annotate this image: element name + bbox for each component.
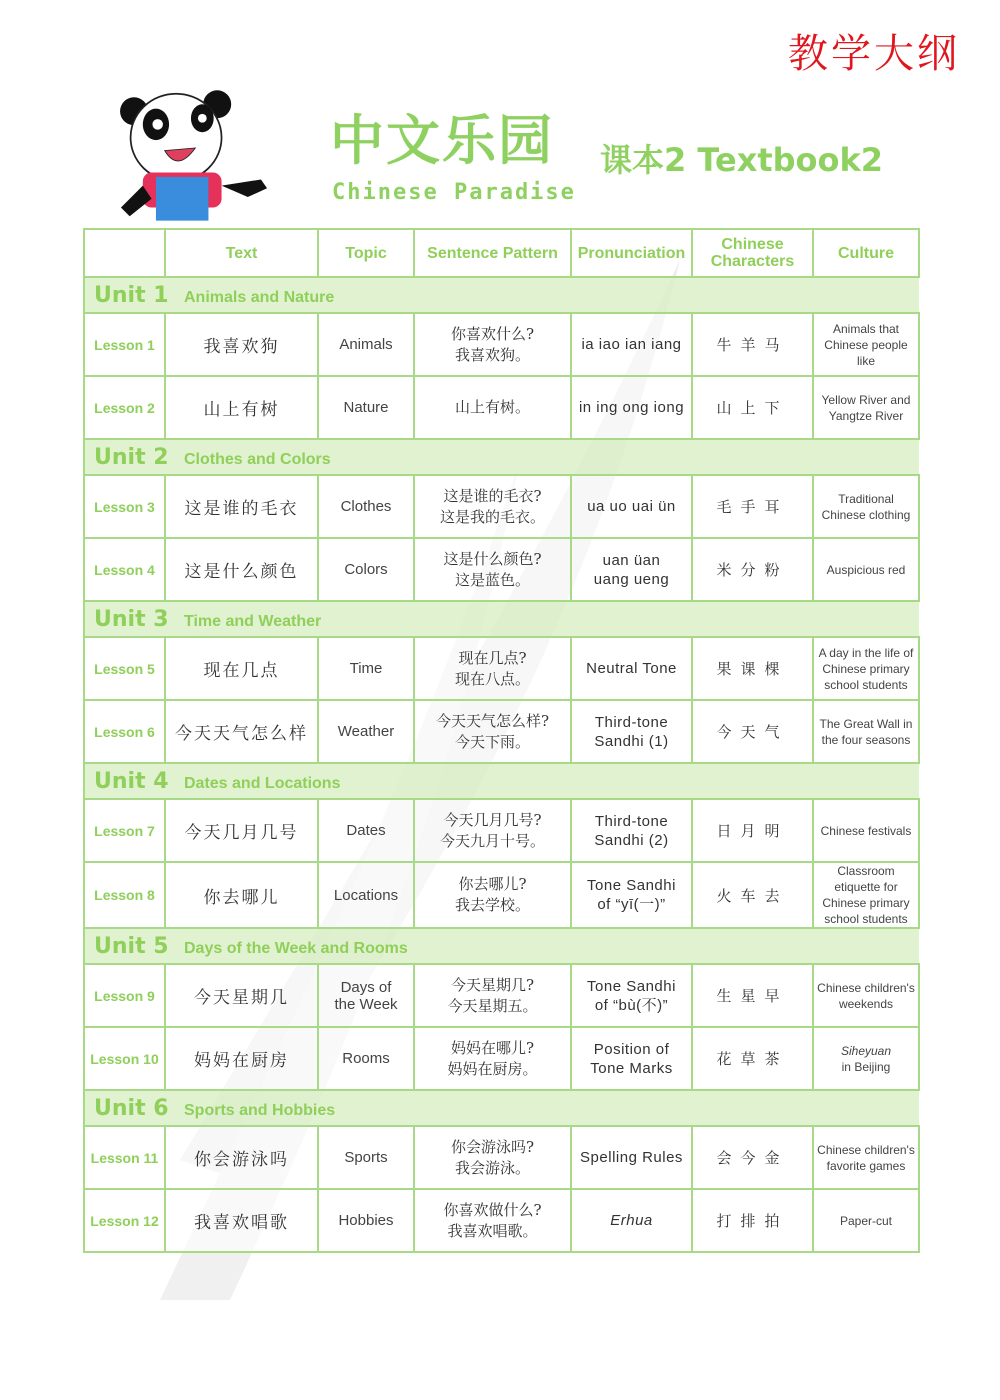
culture: Auspicious red [813, 538, 919, 601]
lesson-number: Lesson 12 [84, 1189, 165, 1252]
pronunciation: Spelling Rules [571, 1126, 692, 1189]
unit-number: Unit 4 [94, 768, 169, 794]
lesson-number: Lesson 3 [84, 475, 165, 538]
pronunciation: Neutral Tone [571, 637, 692, 700]
culture: Yellow River and Yangtze River [813, 376, 919, 439]
lesson-number: Lesson 4 [84, 538, 165, 601]
header-chinese-characters: Chinese Characters [692, 229, 813, 277]
brand-english-logo: Chinese Paradise [332, 180, 576, 205]
lesson-number: Lesson 1 [84, 313, 165, 376]
lesson-number: Lesson 8 [84, 862, 165, 928]
unit-band [84, 928, 919, 964]
chinese-characters: 果课棵 [692, 637, 813, 700]
lesson-topic: Hobbies [318, 1189, 414, 1252]
unit-row [84, 1090, 919, 1126]
lesson-text: 我喜欢唱歌 [165, 1189, 318, 1252]
chinese-characters: 米分粉 [692, 538, 813, 601]
chinese-characters: 牛羊马 [692, 313, 813, 376]
pronunciation: Position of Tone Marks [571, 1027, 692, 1090]
unit-band [84, 1090, 919, 1126]
culture: Siheyuan in Beijing [813, 1027, 919, 1090]
header-pronunciation: Pronunciation [571, 229, 692, 277]
lesson-row [84, 538, 919, 601]
chinese-characters: 今天气 [692, 700, 813, 763]
header-blank [84, 229, 165, 277]
lesson-topic: Animals [318, 313, 414, 376]
unit-number: Unit 2 [94, 444, 169, 470]
lesson-topic: Sports [318, 1126, 414, 1189]
lesson-row [84, 475, 919, 538]
lesson-topic: Nature [318, 376, 414, 439]
lesson-row [84, 637, 919, 700]
pronunciation: uan üan uang ueng [571, 538, 692, 601]
unit-band [84, 763, 919, 799]
unit-row [84, 763, 919, 799]
lesson-text: 你去哪儿 [165, 862, 318, 928]
lesson-number: Lesson 11 [84, 1126, 165, 1189]
pronunciation: Erhua [571, 1189, 692, 1252]
unit-title: Dates and Locations [184, 774, 341, 792]
lesson-text: 今天天气怎么样 [165, 700, 318, 763]
lesson-number: Lesson 5 [84, 637, 165, 700]
chinese-characters: 会今金 [692, 1126, 813, 1189]
culture: A day in the life of Chinese primary school students [813, 637, 919, 700]
lesson-text: 妈妈在厨房 [165, 1027, 318, 1090]
lesson-row [84, 376, 919, 439]
lesson-row [84, 799, 919, 862]
lesson-row [84, 964, 919, 1027]
lesson-text: 山上有树 [165, 376, 318, 439]
textbook-title: 课本2 Textbook2 [600, 141, 884, 179]
unit-number: Unit 6 [94, 1095, 169, 1121]
lesson-topic: Days of the Week [318, 964, 414, 1027]
lesson-topic: Dates [318, 799, 414, 862]
unit-number: Unit 1 [94, 282, 169, 308]
lesson-text: 我喜欢狗 [165, 313, 318, 376]
culture: Animals that Chinese people like [813, 313, 919, 376]
lesson-topic: Clothes [318, 475, 414, 538]
lesson-number: Lesson 2 [84, 376, 165, 439]
unit-number: Unit 3 [94, 606, 169, 632]
culture: Traditional Chinese clothing [813, 475, 919, 538]
brand-chinese-logo: 中文乐园 [330, 109, 554, 172]
chinese-characters: 火车去 [692, 862, 813, 928]
sentence-pattern: 今天星期几? 今天星期五。 [414, 964, 571, 1027]
syllabus-title: 教学大纲 [788, 31, 960, 77]
lesson-row [84, 700, 919, 763]
lesson-number: Lesson 10 [84, 1027, 165, 1090]
header-culture: Culture [813, 229, 919, 277]
pronunciation: ua uo uai ün [571, 475, 692, 538]
sentence-pattern: 你会游泳吗? 我会游泳。 [414, 1126, 571, 1189]
chinese-characters: 花草茶 [692, 1027, 813, 1090]
culture: Chinese children's favorite games [813, 1126, 919, 1189]
pronunciation: Third-tone Sandhi (1) [571, 700, 692, 763]
lesson-topic: Rooms [318, 1027, 414, 1090]
pronunciation: in ing ong iong [571, 376, 692, 439]
unit-band [84, 277, 919, 313]
culture: Chinese festivals [813, 799, 919, 862]
panda-mascot-image [105, 85, 290, 225]
chinese-characters: 生星早 [692, 964, 813, 1027]
chinese-characters: 毛手耳 [692, 475, 813, 538]
unit-title: Clothes and Colors [184, 450, 331, 468]
sentence-pattern: 今天几月几号? 今天九月十号。 [414, 799, 571, 862]
lesson-row [84, 862, 919, 928]
sentence-pattern: 妈妈在哪儿? 妈妈在厨房。 [414, 1027, 571, 1090]
sentence-pattern: 现在几点? 现在八点。 [414, 637, 571, 700]
lesson-text: 这是谁的毛衣 [165, 475, 318, 538]
lesson-text: 你会游泳吗 [165, 1126, 318, 1189]
sentence-pattern: 这是谁的毛衣? 这是我的毛衣。 [414, 475, 571, 538]
header-text: Text [165, 229, 318, 277]
unit-title: Animals and Nature [184, 288, 335, 306]
culture: Paper-cut [813, 1189, 919, 1252]
culture: The Great Wall in the four seasons [813, 700, 919, 763]
lesson-row [84, 1189, 919, 1252]
lesson-row [84, 313, 919, 376]
unit-band [84, 601, 919, 637]
chinese-characters: 山上下 [692, 376, 813, 439]
culture: Chinese children's weekends [813, 964, 919, 1027]
lesson-topic: Colors [318, 538, 414, 601]
sentence-pattern: 这是什么颜色? 这是蓝色。 [414, 538, 571, 601]
sentence-pattern: 今天天气怎么样? 今天下雨。 [414, 700, 571, 763]
lesson-number: Lesson 7 [84, 799, 165, 862]
pronunciation: Third-tone Sandhi (2) [571, 799, 692, 862]
syllabus-table [83, 228, 920, 1253]
unit-row [84, 601, 919, 637]
unit-title: Time and Weather [184, 612, 322, 630]
unit-band [84, 439, 919, 475]
table-header-row [84, 229, 919, 277]
lesson-topic: Time [318, 637, 414, 700]
chinese-characters: 打排拍 [692, 1189, 813, 1252]
unit-row [84, 277, 919, 313]
chinese-characters: 日月明 [692, 799, 813, 862]
unit-row [84, 928, 919, 964]
lesson-topic: Locations [318, 862, 414, 928]
sentence-pattern: 山上有树。 [414, 376, 571, 439]
lesson-number: Lesson 9 [84, 964, 165, 1027]
culture: Classroom etiquette for Chinese primary school students [813, 862, 919, 928]
lesson-text: 今天几月几号 [165, 799, 318, 862]
pronunciation: Tone Sandhi of “bù(不)” [571, 964, 692, 1027]
lesson-row [84, 1126, 919, 1189]
lesson-text: 这是什么颜色 [165, 538, 318, 601]
header-sentence-pattern: Sentence Pattern [414, 229, 571, 277]
lesson-topic: Weather [318, 700, 414, 763]
unit-number: Unit 5 [94, 933, 169, 959]
sentence-pattern: 你喜欢什么? 我喜欢狗。 [414, 313, 571, 376]
lesson-row [84, 1027, 919, 1090]
sentence-pattern: 你去哪儿? 我去学校。 [414, 862, 571, 928]
unit-title: Days of the Week and Rooms [184, 939, 408, 957]
header-topic: Topic [318, 229, 414, 277]
pronunciation: ia iao ian iang [571, 313, 692, 376]
unit-title: Sports and Hobbies [184, 1101, 336, 1119]
lesson-text: 今天星期几 [165, 964, 318, 1027]
sentence-pattern: 你喜欢做什么? 我喜欢唱歌。 [414, 1189, 571, 1252]
lesson-number: Lesson 6 [84, 700, 165, 763]
pronunciation: Tone Sandhi of “yī(一)” [571, 862, 692, 928]
unit-row [84, 439, 919, 475]
lesson-text: 现在几点 [165, 637, 318, 700]
